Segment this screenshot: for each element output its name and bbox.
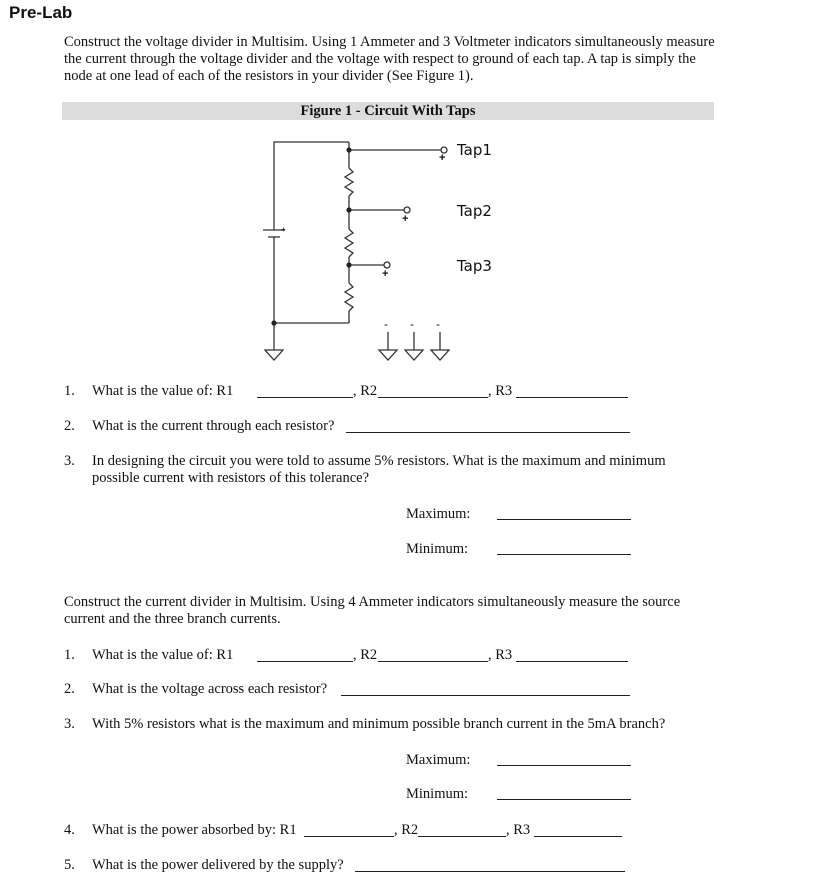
- p2-q4-r2-label: , R2: [394, 822, 419, 838]
- p1-min-label: Minimum:: [406, 541, 469, 557]
- p2-q5-answer-blank[interactable]: [355, 871, 625, 872]
- p2-q1-number: 1.: [64, 647, 75, 663]
- p1-r2-answer-blank[interactable]: [378, 397, 488, 398]
- meter1-minus-sign: -: [384, 317, 388, 331]
- junction-dot-tap2: [346, 207, 351, 212]
- tap2-label: Tap2: [457, 202, 492, 220]
- wire-bottom-left: [274, 243, 349, 323]
- p1-q1-r3-label: , R3: [488, 383, 513, 399]
- p2-q2-label: What is the voltage across each resistor?: [92, 681, 328, 697]
- resistor-r3: [345, 283, 353, 311]
- junction-dot-tap3: [346, 262, 351, 267]
- p1-q3-label: In designing the circuit you were told to assume 5% resistors. What is the maximum and minimum possible current with resistors of this tolerance?: [92, 453, 666, 486]
- p2-min-label: Minimum:: [406, 786, 469, 802]
- p2-q4-r3-label: , R3: [506, 822, 531, 838]
- part2-intro: Construct the current divider in Multisim. Using 4 Ammeter indicators simultaneously measure the source current and the three branch currents.: [64, 594, 681, 627]
- part1-intro: Construct the voltage divider in Multisim. Using 1 Ammeter and 3 Voltmeter indicators simultaneously measure the current through the voltage divider and the voltage with respect to ground of each tap. A tap is simply the node at one lead of each of the resistors in your divider (See Figure 1).: [64, 34, 715, 84]
- p2-q4-r1-answer-blank[interactable]: [304, 836, 394, 837]
- p2-min-answer-blank[interactable]: [497, 799, 631, 800]
- resistor-r2: [345, 229, 353, 257]
- wire-top-left: [274, 142, 349, 230]
- p2-max-label: Maximum:: [406, 752, 471, 768]
- p1-max-answer-blank[interactable]: [497, 519, 631, 520]
- p1-q1-r2-label: , R2: [353, 383, 378, 399]
- junction-dot-ground: [271, 320, 276, 325]
- p2-q2-number: 2.: [64, 681, 75, 697]
- figure-title: Figure 1 - Circuit With Taps: [300, 103, 476, 119]
- ground-symbol-meter2: [405, 350, 423, 360]
- p1-r1-answer-blank[interactable]: [257, 397, 353, 398]
- ground-symbol-meter1: [379, 350, 397, 360]
- p2-q2-answer-blank[interactable]: [341, 695, 630, 696]
- battery-plus-sign: +: [281, 225, 286, 234]
- junction-dot-tap1: [346, 147, 351, 152]
- p2-q1-r2-label: , R2: [353, 647, 378, 663]
- p2-q4-r2-answer-blank[interactable]: [418, 836, 506, 837]
- p2-q5-number: 5.: [64, 857, 75, 873]
- p1-max-label: Maximum:: [406, 506, 471, 522]
- meter2-minus-sign: -: [410, 317, 414, 331]
- p1-min-answer-blank[interactable]: [497, 554, 631, 555]
- p2-q3-label: With 5% resistors what is the maximum and minimum possible branch current in the 5mA branch?: [92, 716, 666, 732]
- p2-r1-answer-blank[interactable]: [257, 661, 353, 662]
- p2-r2-answer-blank[interactable]: [378, 661, 488, 662]
- p1-q2-number: 2.: [64, 418, 75, 434]
- p2-r3-answer-blank[interactable]: [516, 661, 628, 662]
- tap2-plus-sign: +: [402, 213, 409, 225]
- p1-q1-number: 1.: [64, 383, 75, 399]
- resistor-r1: [345, 168, 353, 196]
- tap1-plus-sign: +: [439, 152, 446, 164]
- meter3-minus-sign: -: [436, 317, 440, 331]
- ground-symbol-left: [265, 350, 283, 360]
- p2-q4-label: What is the power absorbed by: R1: [92, 822, 297, 838]
- p2-q4-r3-answer-blank[interactable]: [534, 836, 622, 837]
- p1-q1-label: What is the value of: R1: [92, 383, 234, 399]
- p2-max-answer-blank[interactable]: [497, 765, 631, 766]
- p1-q3-number: 3.: [64, 453, 75, 469]
- p1-r3-answer-blank[interactable]: [516, 397, 628, 398]
- p2-q1-r3-label: , R3: [488, 647, 513, 663]
- page-title: Pre-Lab: [9, 3, 73, 22]
- p2-q1-label: What is the value of: R1: [92, 647, 234, 663]
- p2-q3-number: 3.: [64, 716, 75, 732]
- tap3-label: Tap3: [457, 257, 492, 275]
- tap1-label: Tap1: [457, 141, 492, 159]
- p1-q2-answer-blank[interactable]: [346, 432, 630, 433]
- ground-symbol-meter3: [431, 350, 449, 360]
- p2-q5-label: What is the power delivered by the supply?: [92, 857, 344, 873]
- p2-q4-number: 4.: [64, 822, 75, 838]
- p1-q2-label: What is the current through each resistor?: [92, 418, 335, 434]
- tap3-plus-sign: +: [382, 268, 389, 280]
